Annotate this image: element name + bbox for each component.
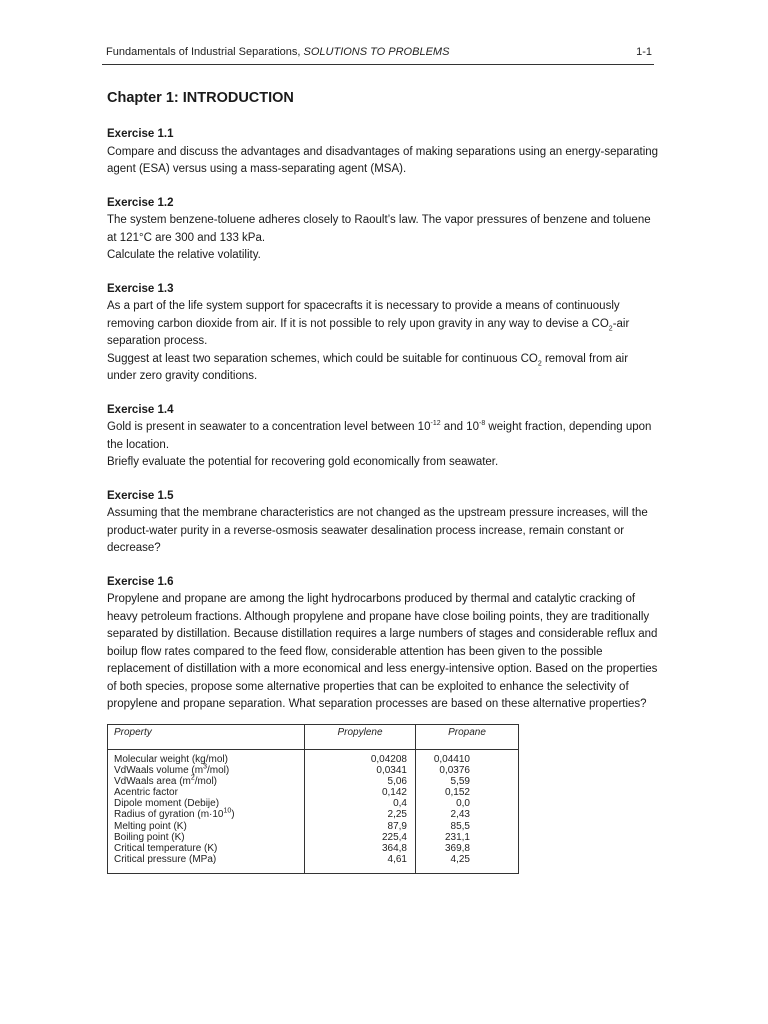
propane-value: 85,5	[450, 820, 470, 832]
running-header	[106, 46, 652, 58]
exercise-title: Exercise 1.4	[107, 403, 174, 416]
page-number: 1-1	[636, 46, 652, 58]
property-name: Critical pressure (MPa)	[114, 854, 217, 866]
propylene-value: 0,4	[393, 798, 407, 810]
exercise-title: Exercise 1.2	[107, 196, 174, 209]
exercise-text: Briefly evaluate the potential for recovering gold economically from seawater.	[107, 456, 499, 468]
exercise-text: Compare and discuss the advantages and disadvantages of making separations using an energy-separating agent (ESA) versus using a mass-separating agent (MSA).	[107, 145, 659, 175]
exercise-1-5	[107, 488, 659, 558]
propane-value: 231,1	[444, 831, 470, 843]
property-name: Acentric factor	[114, 787, 178, 799]
propylene-value: 0,142	[381, 787, 407, 799]
propylene-value: 87,9	[387, 820, 407, 832]
property-name: Radius of gyration $(m\cdot 10^{10})$	[114, 808, 235, 821]
exercise-1-6	[107, 574, 659, 875]
property-name: Critical temperature (K)	[114, 843, 218, 854]
exercise-title: Exercise 1.6	[107, 575, 174, 588]
propylene-value: 0,04208	[370, 753, 407, 765]
propylene-value: 364,8	[381, 843, 407, 854]
page-body	[107, 90, 659, 890]
chapter-title: Chapter 1: INTRODUCTION	[107, 90, 294, 106]
propane-value: 0,0376	[439, 764, 470, 776]
propylene-value: 5,06	[387, 775, 407, 787]
propane-value: 0,0	[456, 798, 470, 810]
properties-table	[107, 724, 519, 875]
propylene-value: 2,25	[387, 809, 407, 821]
propane-value: 369,8	[444, 843, 470, 854]
exercise-text: Suggest at least two separation schemes, which could be suitable for continuous $CO_2$ removal from air under zero gravity conditions.	[107, 352, 629, 382]
exercise-text: The system benzene-toluene adheres closely to Raoult’s law. The vapor pressures of benzene and toluene at 121°C are 300 and 133 kPa.	[107, 214, 651, 244]
propane-value: 2,43	[450, 809, 470, 821]
property-name: Boiling point (K)	[114, 831, 185, 843]
exercise-text: Calculate the relative volatility.	[107, 249, 261, 261]
exercise-text: Assuming that the membrane characteristics are not changed as the upstream pressure increases, will the product-water purity in a reverse-osmosis seawater desalination process increase, remain constant or decrease?	[107, 507, 648, 554]
property-name: Molecular weight (kg/mol)	[114, 753, 228, 765]
exercise-1-1	[107, 126, 659, 179]
exercise-text: Gold is present in seawater to a concentration level between $10^{-12}$ and $10^{-8}$ weight fraction, depending upon the location.	[107, 420, 652, 451]
column-header-propane: Propane	[416, 724, 519, 749]
header-title: Fundamentals of Industrial Separations, SOLUTIONS TO PROBLEMS	[106, 46, 450, 58]
exercise-text: As a part of the life system support for spacecrafts it is necessary to provide a means of continuously removing carbon dioxide from air. If it is not possible to rely upon gravity in any way to devise a $CO_2$-air separation process.	[107, 300, 630, 347]
column-header-propylene: Propylene	[305, 724, 416, 749]
property-name: VdWaals volume $(m^3/mol)$	[114, 763, 230, 776]
property-name: Dipole moment (Debije)	[114, 798, 220, 810]
exercise-title: Exercise 1.5	[107, 489, 174, 502]
exercise-1-4	[107, 402, 659, 472]
exercise-1-3	[107, 281, 659, 386]
exercise-title: Exercise 1.1	[107, 128, 174, 140]
propane-values-column	[416, 749, 519, 874]
property-names-column	[108, 749, 305, 874]
propylene-value: 4,61	[387, 854, 407, 866]
property-name: Melting point (K)	[114, 820, 187, 832]
propylene-values-column	[305, 749, 416, 874]
exercise-text: Propylene and propane are among the light hydrocarbons produced by thermal and catalytic cracking of heavy petroleum fractions. Although propylene and propane have close boiling points, they are traditionally separated by distillation. Because distillation requires a large numbers of stages and considerable reflux and boilup flow rates compared to the feed flow, considerable attention has been given to the possible replacement of distillation with a more economical and less energy-intensive option. Based on the properties of both species, propose some alternative properties that can be exploited to enhance the selectivity of propylene and propane separation. What separation processes are based on these alternative properties?	[107, 593, 658, 710]
propylene-value: 225,4	[381, 831, 407, 843]
exercise-title: Exercise 1.3	[107, 282, 174, 295]
propane-value: 0,152	[444, 787, 470, 799]
header-rule	[102, 64, 654, 65]
propane-value: 4,25	[450, 854, 470, 866]
propane-value: 5,59	[450, 775, 470, 787]
exercise-1-2	[107, 195, 659, 265]
propylene-value: 0,0341	[376, 764, 407, 776]
column-header-property: Property	[108, 724, 305, 749]
property-name: VdWaals area $(m^2/mol)$	[114, 774, 218, 787]
propane-value: 0,04410	[433, 753, 470, 765]
